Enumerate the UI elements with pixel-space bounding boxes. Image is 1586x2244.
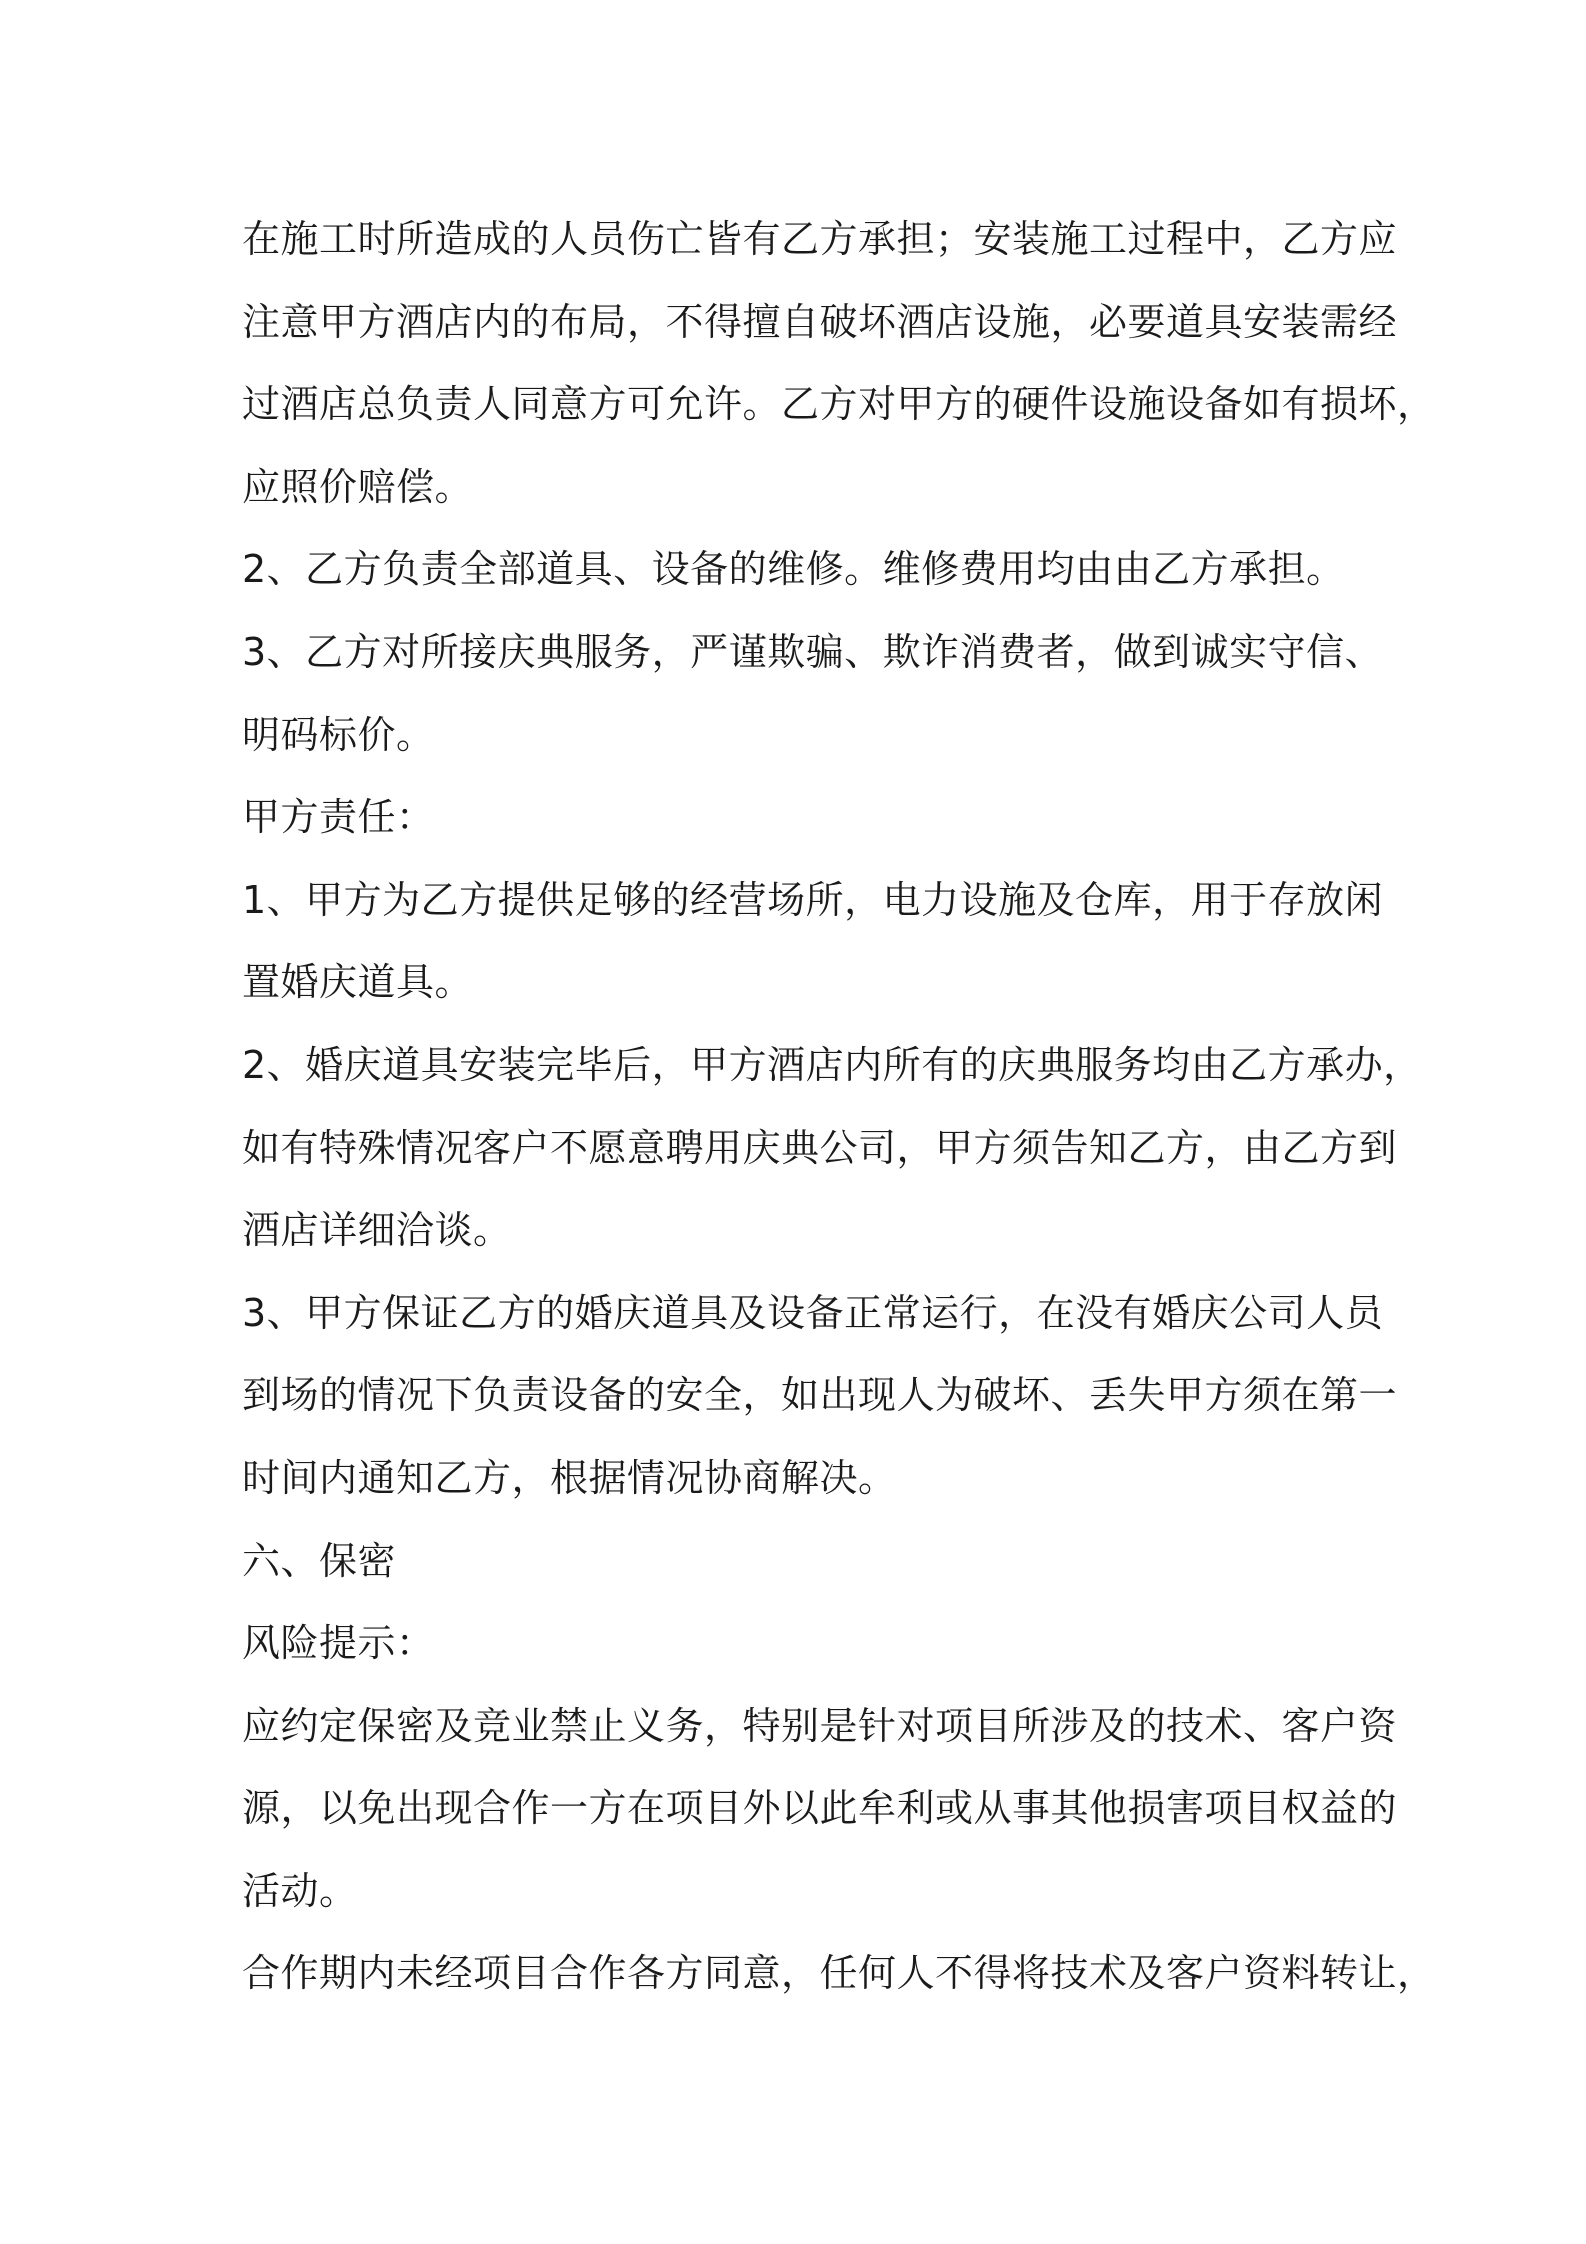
text-line: 酒店详细洽谈。 bbox=[242, 1208, 512, 1253]
text-line: 在施工时所造成的人员伤亡皆有乙方承担；安装施工过程中，乙方应 bbox=[242, 217, 1398, 261]
text-line: 应约定保密及竞业禁止义务，特别是针对项目所涉及的技术、客户资 bbox=[242, 1703, 1398, 1748]
text-line: 活动。 bbox=[242, 1868, 358, 1913]
text-line: 注意甲方酒店内的布局，不得擅自破坏酒店设施，必要道具安装需经 bbox=[242, 299, 1398, 344]
section-heading: 甲方责任： bbox=[242, 795, 435, 840]
text-line: 1、甲方为乙方提供足够的经营场所，电力设施及仓库，用于存放闲 bbox=[242, 877, 1384, 922]
text-line: 合作期内未经项目合作各方同意，任何人不得将技术及客户资料转让， bbox=[242, 1951, 1436, 1996]
text-line: 到场的情况下负责设备的安全，如出现人为破坏、丢失甲方须在第一 bbox=[242, 1373, 1398, 1418]
text-line: 3、甲方保证乙方的婚庆道具及设备正常运行，在没有婚庆公司人员 bbox=[242, 1290, 1384, 1335]
text-line: 2、婚庆道具安装完毕后，甲方酒店内所有的庆典服务均由乙方承办， bbox=[242, 1042, 1422, 1087]
text-line: 时间内通知乙方，根据情况协商解决。 bbox=[242, 1455, 897, 1500]
text-line: 如有特殊情况客户不愿意聘用庆典公司，甲方须告知乙方，由乙方到 bbox=[242, 1125, 1398, 1170]
text-line: 过酒店总负责人同意方可允许。乙方对甲方的硬件设施设备如有损坏， bbox=[242, 382, 1436, 427]
section-heading: 风险提示： bbox=[242, 1621, 435, 1666]
text-line: 2、乙方负责全部道具、设备的维修。维修费用均由由乙方承担。 bbox=[242, 547, 1345, 592]
section-heading: 六、保密 bbox=[242, 1538, 397, 1583]
document-body bbox=[242, 198, 1436, 2015]
text-line: 置婚庆道具。 bbox=[242, 960, 474, 1005]
text-line: 源，以免出现合作一方在项目外以此牟利或从事其他损害项目权益的 bbox=[242, 1786, 1398, 1831]
text-line: 3、乙方对所接庆典服务，严谨欺骗、欺诈消费者，做到诚实守信、 bbox=[242, 629, 1384, 674]
text-line: 应照价赔偿。 bbox=[242, 464, 474, 509]
text-line: 明码标价。 bbox=[242, 712, 435, 757]
